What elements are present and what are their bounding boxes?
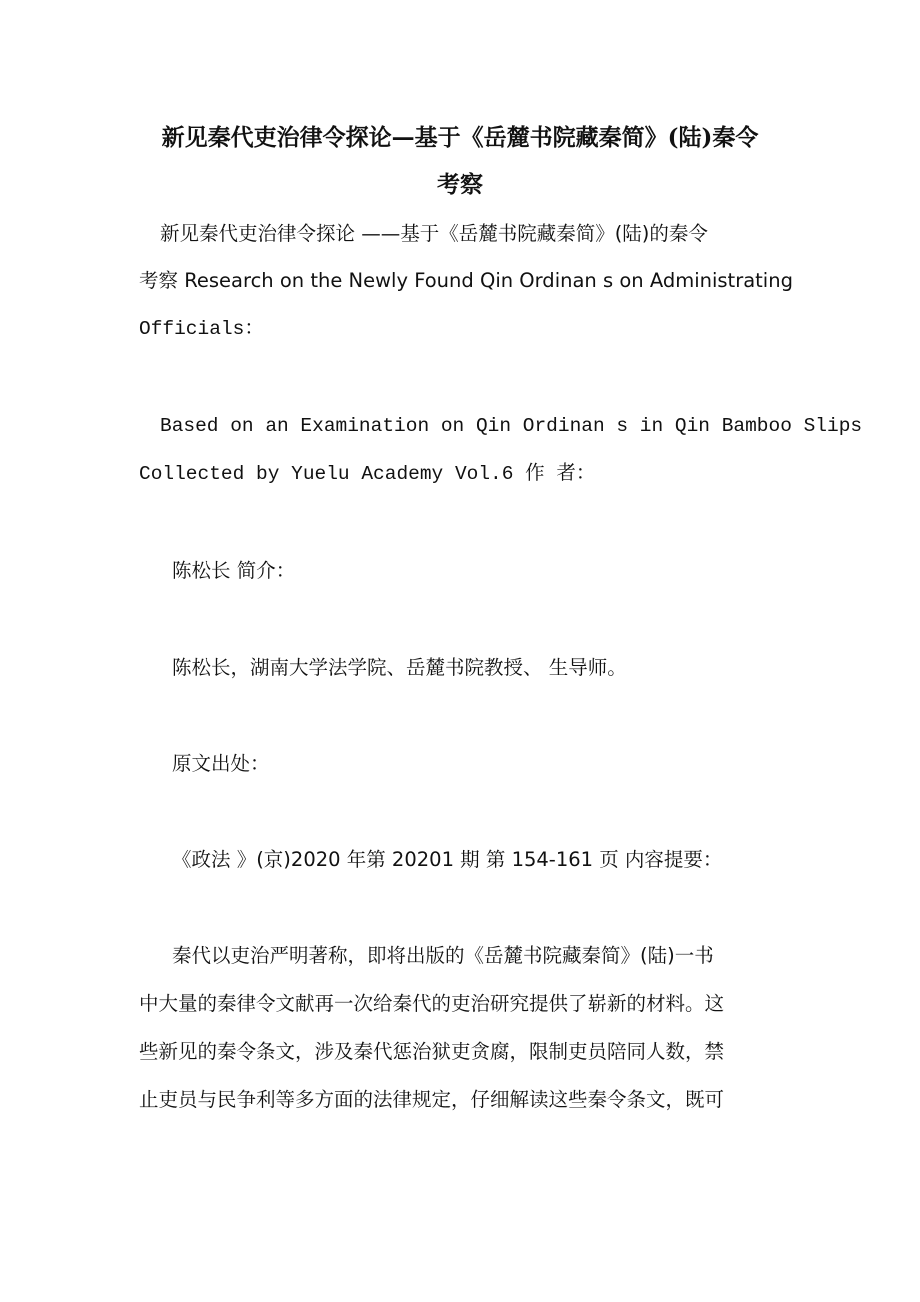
source-heading: 原文出处： [172, 752, 270, 775]
abstract-line-3: 些新见的秦令条文，涉及秦代惩治狱吏贪腐，限制吏员陪同人数，禁 [139, 1040, 725, 1063]
source-citation: 《政法 》(京)2020 年第 20201 期 第 154-161 页 内容提要： [172, 848, 723, 871]
paragraph-2-line-2: Collected by Yuelu Academy Vol.6 作 者： [139, 463, 596, 485]
paragraph-2-line-1: Based on an Examination on Qin Ordinan s in Qin Bamboo Slips [160, 415, 863, 437]
abstract-line-1: 秦代以吏治严明著称，即将出版的《岳麓书院藏秦简》(陆)一书 [172, 944, 714, 967]
document-title-line-1: 新见秦代吏治律令探论—基于《岳麓书院藏秦简》(陆)秦令 [161, 124, 759, 151]
author-bio: 陈松长，湖南大学法学院、岳麓书院教授、 生导师。 [172, 656, 627, 679]
abstract-line-2: 中大量的秦律令文献再一次给秦代的吏治研究提供了崭新的材料。这 [139, 992, 725, 1015]
author-heading: 陈松长 简介： [172, 559, 296, 582]
document-title-line-2: 考察 [437, 171, 483, 198]
paragraph-1-line-3: Officials： [139, 318, 264, 340]
abstract-line-4: 止吏员与民争利等多方面的法律规定，仔细解读这些秦令条文，既可 [139, 1088, 725, 1111]
paragraph-1-line-1: 新见秦代吏治律令探论 ——基于《岳麓书院藏秦简》(陆)的秦令 [160, 222, 708, 245]
paragraph-1-line-2: 考察 Research on the Newly Found Qin Ordinan s on Administrating [139, 269, 793, 292]
